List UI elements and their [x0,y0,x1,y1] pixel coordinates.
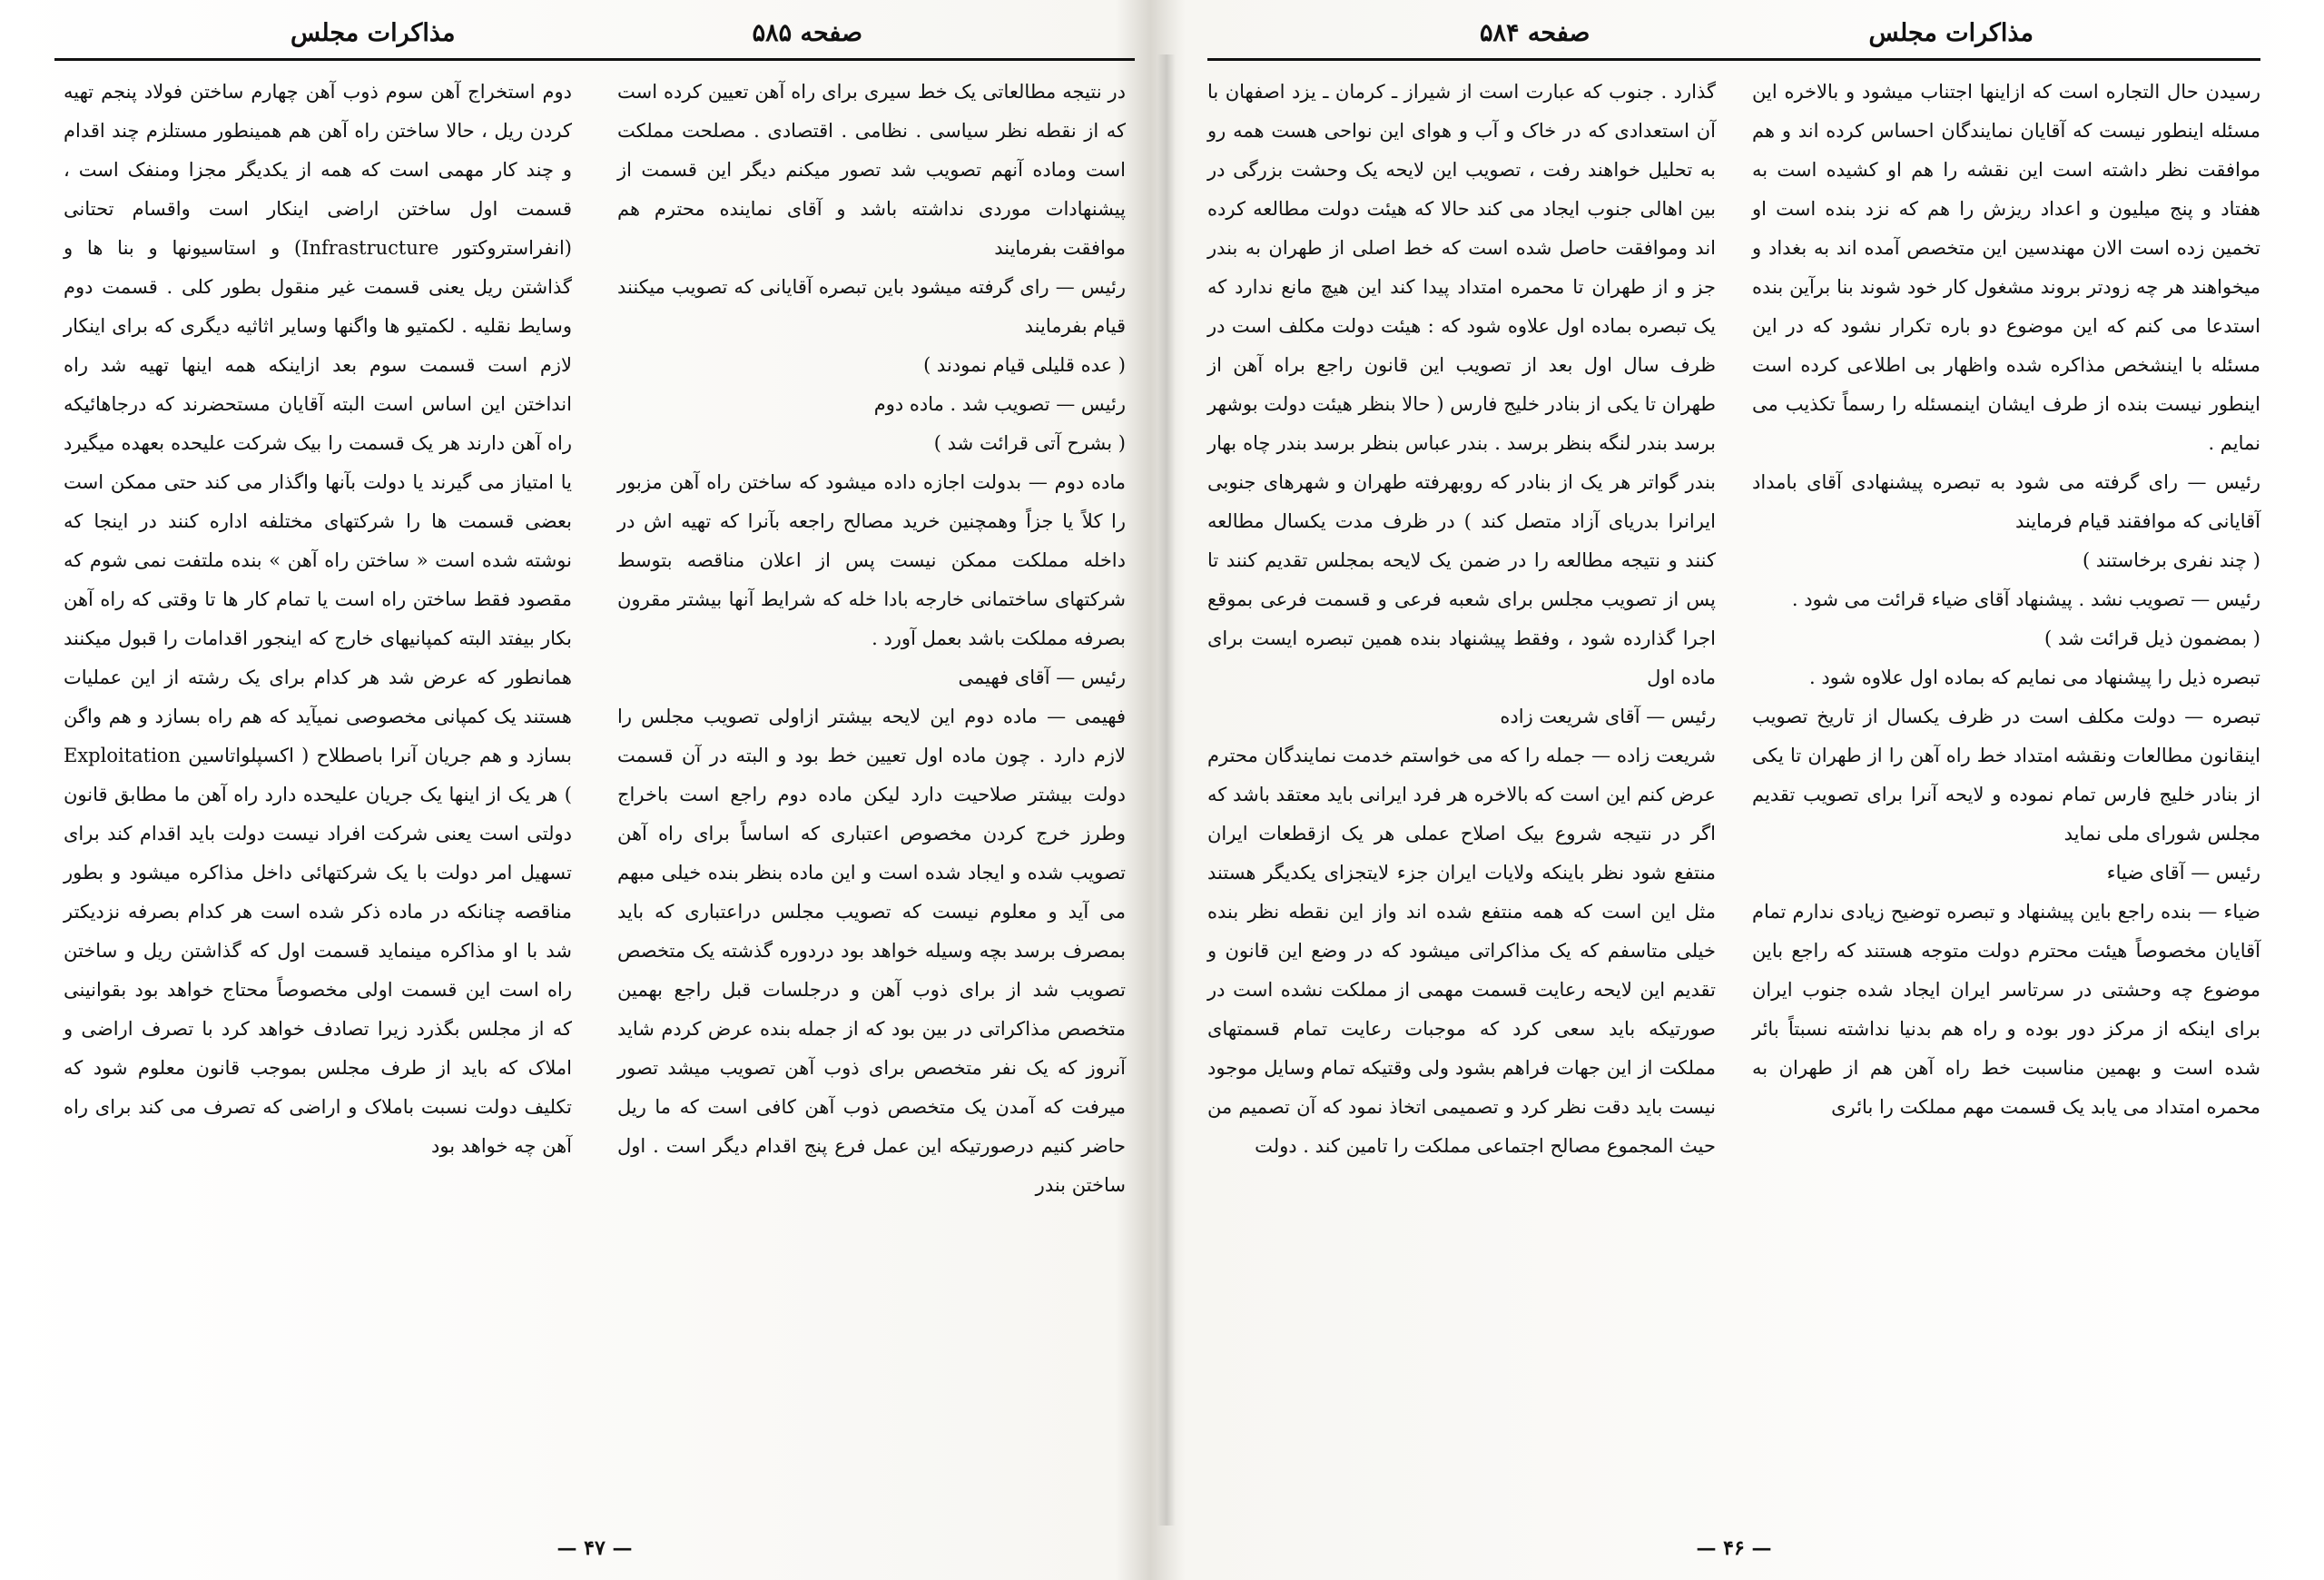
right-page [1189,0,2279,1580]
right-page-number: صفحه ۵۸۴ [1480,18,1590,47]
left-page-right-column: در نتیجه مطالعاتی یک خط سیری برای راه آهن تعیین کرده است که از نقطه نظر سیاسی . نظامی . اقتصادی . مصلحت مملکت است وماده آنهم تصویب شد تصور میکنم دیگر این قسمت از پیشنهادات موردی نداشته باشد و آقای نماینده محترم هم موافقت بفرمایند رئیس — رای گرفته میشود باین تبصره آقایانی که تصویب میکنند قیام بفرمایند ( عده قلیلی قیام نمودند ) رئیس — تصویب شد . ماده دوم ( بشرح آتی قرائت شد ) ماده دوم — بدولت اجازه داده میشود که ساختن راه آهن مزبور را کلاً یا جزاً وهمچنین خرید مصالح راجعه بآنرا که تهیه اش در داخله مملکت ممکن نیست پس از اعلان مناقصه بتوسط شرکتهای ساختمانی خارجه بادا خله که شرایط آنها بیشتر مقرون بصرفه مملکت باشد بعمل آورد . رئیس — آقای فهیمی فهیمی — ماده دوم این لایحه بیشتر ازاولی تصویب مجلس را لازم دارد . چون ماده اول تعیین خط بود و البته در آن قسمت دولت بیشتر صلاحیت دارد لیکن ماده دوم راجع است باخراج وطرز خرج کردن مخصوص اعتباری که اساساً برای راه آهن تصویب شده و ایجاد شده است و این ماده بنظر بنده خیلی مبهم می آید و معلوم نیست که تصویب مجلس دراعتباری که باید بمصرف برسد بچه وسیله خواهد بود دردوره گذشته یک متخصص تصویب شد از برای ذوب آهن و درجلسات قبل راجع بهمین متخصص مذاکراتی در بین بود که از جمله بنده عرض کردم شاید آنروز که یک نفر متخصص برای ذوب آهن تصویب میشد تصور میرفت که آمدن یک متخصص ذوب آهن کافی است که ما ریل حاضر کنیم درصورتیکه این عمل فرع پنج اقدام دیگر است . اول ساختن بندر [617,81,1126,1196]
left-page-left-column: دوم استخراج آهن سوم ذوب آهن چهارم ساختن فولاد پنجم تهیه کردن ریل ، حالا ساختن راه آهن هم همینطور مستلزم چند اقدام و چند کار مهمی است که همه از یکدیگر مجزا ومنفک است ، قسمت اول ساختن اراضی اینکار است واقسام تحتانی (انفراستروکتور Infrastructure) و استاسیونها و بنا ها و گذاشتن ریل یعنی قسمت غیر منقول بطور کلی . قسمت دوم وسایط نقلیه . لکمتیو ها واگنها وسایر اثاثیه دیگری که برای اینکار لازم است قسمت سوم بعد ازاینکه همه اینها تهیه شد راه انداختن این اساس است البته آقایان مستحضرند که درجاهائیکه راه آهن دارند هر یک قسمت را بیک شرکت علیحده بعهده میگیرد یا امتیاز می گیرند یا دولت بآنها واگذار می کند حتی ممکن است بعضی قسمت ها را شرکتهای مختلفه اداره کنند در اینجا که نوشته شده است « ساختن راه آهن » بنده ملتفت نمی شوم که مقصود فقط ساختن راه است یا تمام کار ها تا وقتی که راه آهن بکار بیفتد البته کمپانیهای خارج که اینجور اقدامات را قبول میکنند همانطور که عرض شد هر کدام برای یک رشته از این عملیات هستند یک کمپانی مخصوصی نمیآید که هم راه بسازد و هم واگن بسازد و هم جریان آنرا باصطلاح ( اکسپلواتاسین Exploitation ) هر یک از اینها یک جریان علیحده دارد راه آهن ما مطابق قانون دولتی است یعنی شرکت افراد نیست دولت باید اقدام کند برای تسهیل امر دولت با یک شرکتهائی داخل مذاکره میشود و بطور مناقصه چنانکه در ماده ذکر شده است هر کدام بصرفه نزدیکتر شد با او مذاکره مینماید قسمت اول که گذاشتن ریل و ساختن راه است این قسمت اولی مخصوصاً محتاج خواهد بود بقوانینی که از مجلس بگذرد زیرا تصادف خواهد کرد با تصرف اراضی و املاک که باید از طرف مجلس بموجب قانون معلوم شود که تکلیف دولت نسبت باملاک و اراضی که تصرف می کند برای راه آهن چه خواهد بود [57,81,573,1157]
left-page-header [54,11,1135,54]
left-page-number: صفحه ۵۸۵ [752,18,862,47]
right-running-title: مذاکرات مجلس [1868,18,2034,47]
right-header-rule [1207,58,2260,61]
book-gutter [1157,54,1176,1526]
right-page-left-column: گذارد . جنوب که عبارت است از شیراز ـ کرمان ـ یزد اصفهان با آن استعدادی که در خاک و آب و هوای این نواحی هست همه رو به تحلیل خواهند رفت ، تصویب این لایحه یک وحشت بزرگی در بین اهالی جنوب ایجاد می کند حالا که هیئت دولت مطالعه کرده اند وموافقت حاصل شده است که خط اصلی از طهران به بندر جز و از طهران تا محمره امتداد پیدا کند این هیچ مانع ندارد که یک تبصره بماده اول علاوه شود که : هیئت دولت مکلف است در ظرف سال اول بعد از تصویب این قانون راجع براه آهن از طهران تا یکی از بنادر خلیج فارس ( حالا بنظر هیئت دولت بوشهر برسد بندر لنگه بنظر برسد . بندر عباس بنظر برسد بندر چاه بهار بندر گواتر هر یک از بنادر که روبهرفته طهران و شهرهای جنوبی ایرانرا بدریای آزاد متصل کند ) در ظرف مدت یکسال مطالعه کنند و نتیجه مطالعه را در ضمن یک لایحه بمجلس تقدیم کنند تا پس از تصویب مجلس برای شعبه فرعی و قسمت فرعی بموقع اجرا گذارده شود ، وفقط پیشنهاد بنده همین تبصره ایست برای ماده اول رئیس — آقای شریعت زاده شریعت زاده — جمله را که می خواستم خدمت نمایندگان محترم عرض کنم این است که بالاخره هر فرد ایرانی باید معتقد باشد که اگر در نتیجه شروع بیک اصلاح عملی هر یک ازقطعات ایران منتفع شود نظر باینکه ولایات ایران جزء لایتجزای یکدیگر هستند مثل این است که همه منتفع شده اند واز این نقطه نظر بنده خیلی متاسفم که یک مذاکراتی میشود که در وضع این قانون و تقدیم این لایحه رعایت قسمت مهمی از مملکت نشده است در صورتیکه باید سعی کرد که موجبات رعایت تمام قسمتهای مملکت از این جهات فراهم بشود ولی وقتیکه تمام وسایل موجود نیست باید دقت نظر کرد و تصمیمی اتخاذ نمود که آن تصمیم من حیث المجموع مصالح اجتماعی مملکت را تامین کند . دولت [1207,81,1716,1157]
left-header-rule [54,58,1135,61]
right-page-header [1207,11,2260,54]
right-page-right-column: رسیدن حال التجاره است که ازاینها اجتناب میشود و بالاخره این مسئله اینطور نیست که آقایان نمایندگان احساس کرده اند و هم موافقت نظر داشته است این نقشه را هم او کشیده است به هفتاد و پنج میلیون و اعداد ریزش را هم که نزد بنده است او تخمین زده است الان مهندسین این متخصص آمده اند به بغداد و میخواهند هر چه زودتر بروند مشغول کار خود شوند بنا برآین بنده استدعا می کنم که این موضوع دو باره تکرار نشود که در این مسئله با اینشخص مذاکره شده واظهار بی اطلاعی کرده است اینطور نیست بنده از طرف ایشان اینمسئله را رسماً تکذیب می نمایم . رئیس — رای گرفته می شود به تبصره پیشنهادی آقای بامداد آقایانی که موافقند قیام فرمایند ( چند نفری برخاستند ) رئیس — تصویب نشد . پیشنهاد آقای ضیاء قرائت می شود . ( بمضمون ذیل قرائت شد ) تبصره ذیل را پیشنهاد می نمایم که بماده اول علاوه شود . تبصره — دولت مکلف است در ظرف یکسال از تاریخ تصویب اینقانون مطالعات ونقشه امتداد خط راه آهن را از طهران تا یکی از بنادر خلیج فارس تمام نموده و لایحه آنرا برای تصویب تقدیم مجلس شورای ملی نماید رئیس — آقای ضیاء ضیاء — بنده راجع باین پیشنهاد و تبصره توضیح زیادی ندارم تمام آقایان مخصوصاً هیئت محترم دولت متوجه هستند که راجع باین موضوع چه وحشتی در سرتاسر ایران ایجاد شده جنوب ایران برای اینکه از مرکز دور بوده و راه هم بدنیا نداشته نسبتاً بائر شده است و بهمین مناسبت خط راه آهن هم از طهران به محمره امتداد می یابد یک قسمت مهم مملکت را بائری [1752,81,2260,1118]
left-page [36,0,1153,1580]
left-page-folio: — ۴۷ — [556,1536,633,1560]
right-page-folio: — ۴۶ — [1696,1536,1772,1560]
left-running-title: مذاکرات مجلس [290,18,456,47]
